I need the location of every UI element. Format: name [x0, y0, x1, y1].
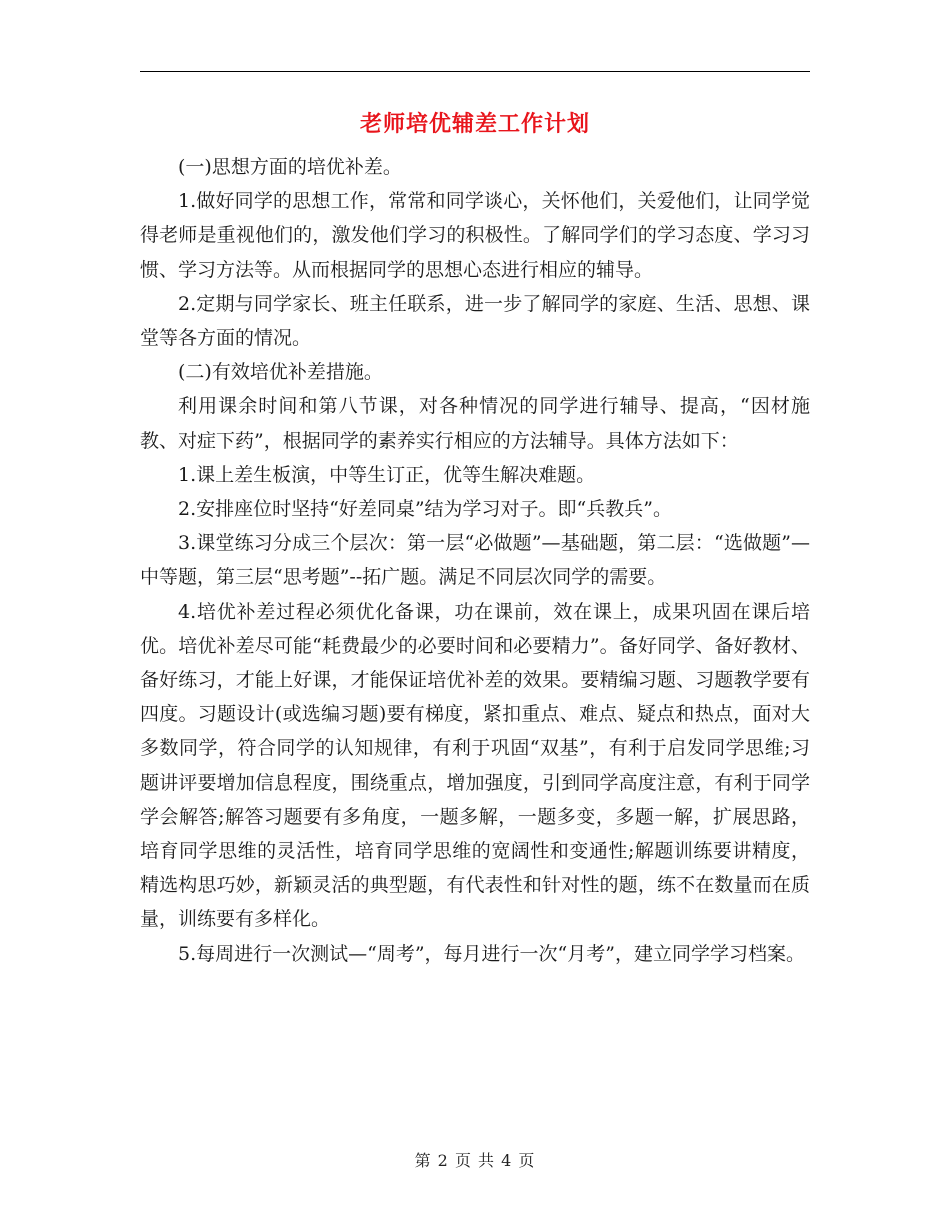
paragraph-measure-2: 2.安排座位时坚持“好差同桌”结为学习对子。即“兵教兵”。 — [178, 498, 672, 521]
header-rule — [140, 71, 810, 72]
paragraph-measure-1: 1.课上差生板演，中等生订正，优等生解决难题。 — [178, 463, 596, 486]
paragraph-section-1-heading: (一)思想方面的培优补差。 — [178, 156, 402, 178]
paragraph-section-2-heading: (二)有效培优补差措施。 — [178, 361, 383, 384]
paragraph-item-1: 1.做好同学的思想工作，常常和同学谈心，关怀他们，关爱他们，让同学觉得老师是重视他们的，激发他们学习的积极性。了解同学们的学习态度、学习习惯、学习方法等。从而根据同学的思想心态进行相应的辅导。 — [140, 190, 810, 281]
paragraph-intro: 利用课余时间和第八节课，对各种情况的同学进行辅导、提高，“因材施教、对症下药”，根据同学的素养实行相应的方法辅导。具体方法如下： — [140, 395, 810, 452]
page-number-footer: 第 2 页 共 4 页 — [414, 1151, 536, 1170]
paragraph-item-2: 2.定期与同学家长、班主任联系，进一步了解同学的家庭、生活、思想、课堂等各方面的情况。 — [140, 292, 810, 350]
paragraph-measure-5: 5.每周进行一次测试—“周考”，每月进行一次“月考”，建立同学学习档案。 — [178, 942, 805, 965]
document-body — [140, 150, 810, 971]
paragraph-measure-4: 4.培优补差过程必须优化备课，功在课前，效在课上，成果巩固在课后培优。培优补差尽可能“耗费最少的必要时间和必要精力”。备好同学、备好教材、备好练习，才能上好课，才能保证培优补差的效果。要精编习题、习题教学要有四度。习题设计(或选编习题)要有梯度，紧扣重点、难点、疑点和热点，面对大多数同学，符合同学的认知规律，有利于巩固“双基”，有利于启发同学思维;习题讲评要增加信息程度，围绕重点，增加强度，引到同学高度注意，有利于同学学会解答;解答习题要有多角度，一题多解，一题多变，多题一解，扩展思路，培育同学思维的灵活性，培育同学思维的宽阔性和变通性;解题训练要讲精度，精选构思巧妙，新颖灵活的典型题，有代表性和针对性的题，练不在数量而在质量，训练要有多样化。 — [140, 600, 810, 931]
document-title: 老师培优辅差工作计划 — [359, 112, 590, 137]
paragraph-measure-3: 3.课堂练习分成三个层次：第一层“必做题”—基础题，第二层：“选做题”—中等题，第三层“思考题”--拓广题。满足不同层次同学的需要。 — [140, 532, 810, 589]
